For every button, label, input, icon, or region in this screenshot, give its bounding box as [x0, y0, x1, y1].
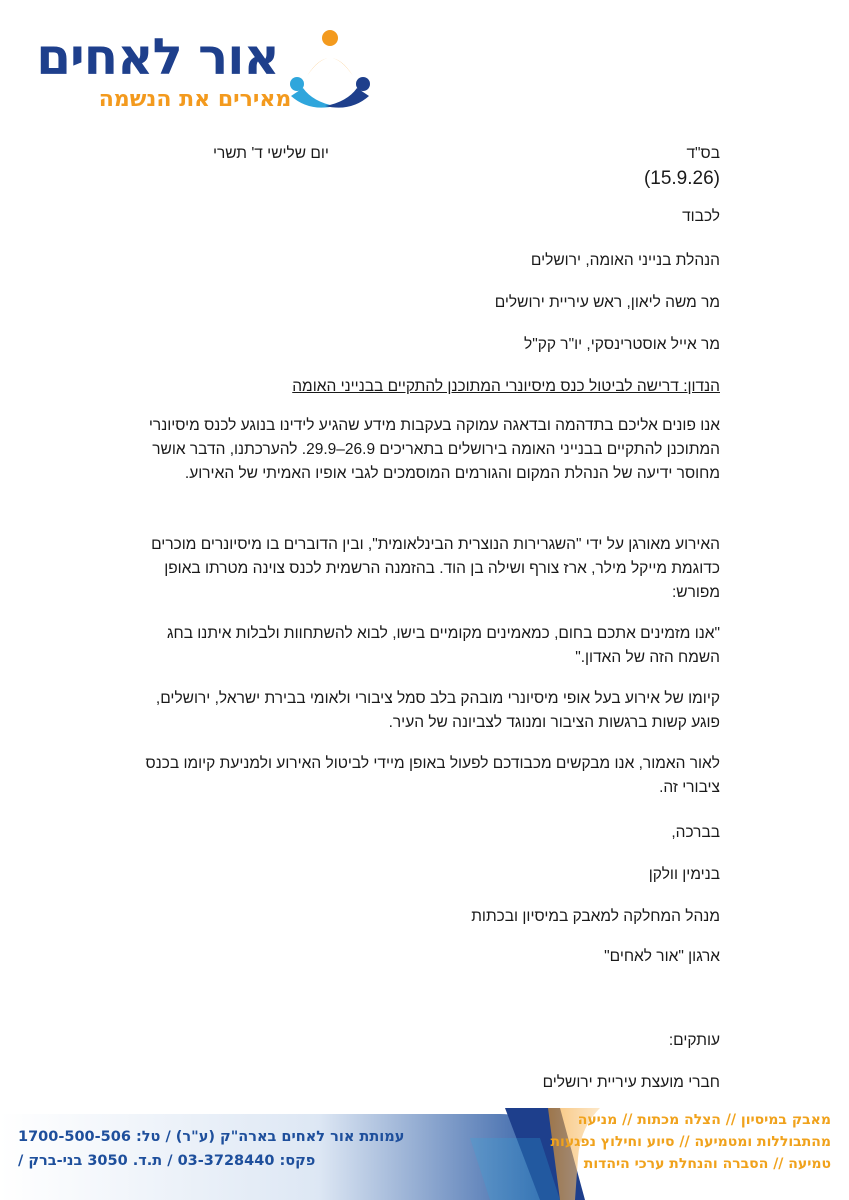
recipient-3: מר אייל אוסטרינסקי, יו"ר קק"ל	[523, 336, 720, 353]
people-circle-logo-icon	[285, 28, 375, 110]
signer-name: בנימין וולקן	[648, 866, 720, 883]
footer-tagline-3: טמיעה // הסברה והנחלת ערכי היהדות	[583, 1156, 831, 1172]
bsd-mark: בס"ד	[686, 145, 720, 162]
paragraph-3-quote: "אנו מזמינים אתכם בחום, כמאמינים מקומיים בישו, לבוא להשתחוות ולבלות איתנו בחג השמח הזה של האדון."	[166, 625, 720, 666]
recipient-2: מר משה ליאון, ראש עיריית ירושלים	[494, 294, 720, 311]
signer-title: מנהל המחלקה למאבק במיסיון ובכתות	[471, 908, 720, 925]
footer-contact-line-1: עמותת אור לאחים בארה"ק (ע"ר) / טל: 1700-500-506	[18, 1129, 405, 1145]
footer-tagline-1: מאבק במיסיון // הצלה מכתות // מניעה	[577, 1112, 831, 1128]
cc-label: עותקים:	[668, 1032, 720, 1049]
logo-slogan: מאירים את הנשמה	[98, 87, 292, 112]
cc-recipient: חברי מועצת עיריית ירושלים	[542, 1074, 720, 1091]
closing: בברכה,	[671, 824, 720, 841]
paragraph-5: לאור האמור, אנו מבקשים מכבודכם לפעול באופן מיידי לביטול האירוע ולמניעת קיומו בכנס ציבורי זה.	[145, 755, 720, 796]
footer-tagline-2: מהתבוללות ומטמיעה // סיוע וחילוץ נפגעות	[550, 1134, 831, 1150]
to-label: לכבוד	[682, 208, 720, 225]
hebrew-date: יום שלישי ד' תשרי	[213, 145, 329, 162]
paragraph-2: האירוע מאורגן על ידי "השגרירות הנוצרית הבינלאומית", ובין הדוברים בו מיסיונרים מוכרים כדוגמת מייקל מילר, ארז צורף ושילה בן הוד. בהזמנה הרשמית לכנס צוינה מטרתו באופן מפורש:	[151, 536, 720, 601]
footer-contact-line-2: פקס: 03-3728440 / ת.ד. 3050 בני-ברק /	[18, 1153, 316, 1169]
organization-logo	[30, 26, 375, 116]
recipient-1: הנהלת בנייני האומה, ירושלים	[530, 252, 720, 269]
paragraph-1: אנו פונים אליכם בתדהמה ובדאגה עמוקה בעקבות מידע שהגיע לידינו בנוגע לכנס מיסיונרי המתוכנן להתקיים בבנייני האומה בירושלים בתאריכים 26.9–29.9. להערכתנו, הדבר אושר מחוסר ידיעה של הנהלת המקום והגורמים המוסמכים לגבי אופיו האמיתי של האירוע.	[148, 417, 720, 482]
signer-organization: ארגון "אור לאחים"	[604, 948, 720, 965]
paragraph-4: קיומו של אירוע בעל אופי מיסיונרי מובהק בלב סמל ציבורי ולאומי בבירת ישראל, ירושלים, פוגע קשות ברגשות הציבור ומנוגד לצביונה של העיר.	[155, 690, 720, 731]
subject-line: הנדון: דרישה לביטול כנס מיסיונרי המתוכנן להתקיים בבנייני האומה	[292, 378, 720, 395]
letter-date: (15.9.26)	[643, 168, 720, 189]
footer-banner	[0, 1108, 849, 1200]
logo-title: אור לאחים	[36, 28, 279, 86]
